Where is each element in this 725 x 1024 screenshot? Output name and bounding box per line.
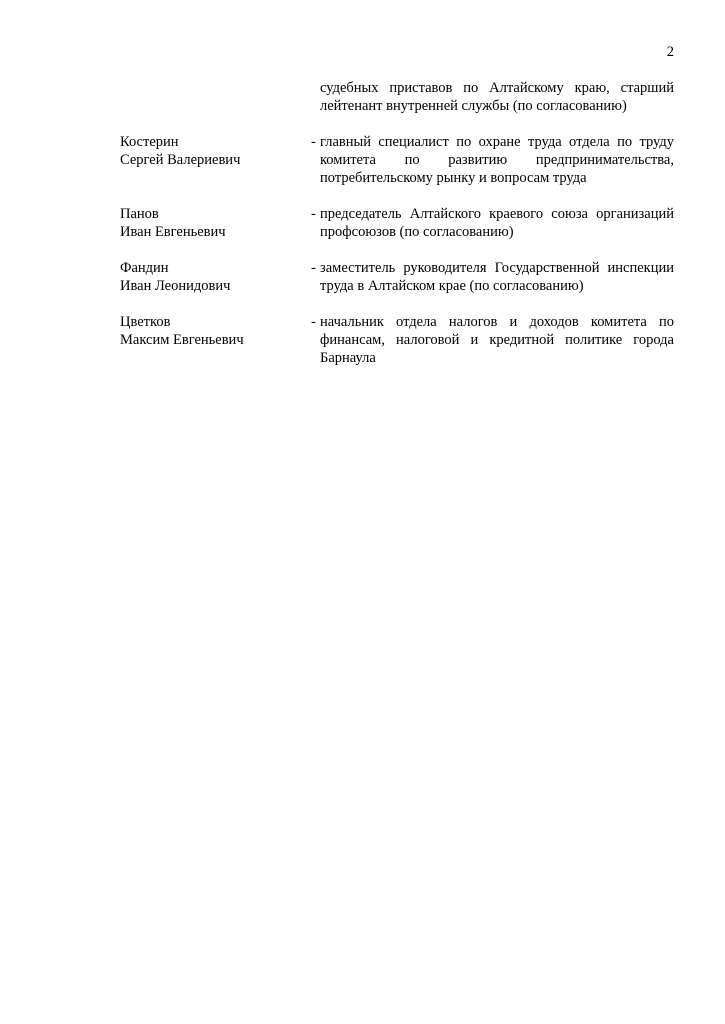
- entry-dash: -: [311, 206, 316, 222]
- entry-name: [120, 205, 311, 241]
- roster-entry: [120, 205, 674, 241]
- continuation-paragraph: [120, 79, 674, 115]
- entry-given-name: Сергей Валериевич: [120, 152, 241, 168]
- entry-given-name: Иван Леонидович: [120, 278, 231, 294]
- entry-name: [120, 259, 311, 295]
- entry-name: [120, 133, 311, 169]
- entry-dash: -: [311, 134, 316, 150]
- entry-surname: Фандин: [120, 260, 169, 276]
- entry-position: председатель Алтайского краевого союза организаций профсоюзов (по согласованию): [320, 206, 674, 240]
- entry-given-name: Максим Евгеньевич: [120, 332, 244, 348]
- roster-entry: [120, 313, 674, 367]
- continuation-paragraph-text: судебных приставов по Алтайскому краю, старший лейтенант внутренней службы (по согласованию): [320, 80, 674, 114]
- page-number: 2: [666, 44, 674, 60]
- entry-dash: -: [311, 260, 316, 276]
- entry-position: главный специалист по охране труда отдела по труду комитета по развитию предпринимательства, потребительскому рынку и вопросам труда: [320, 134, 674, 186]
- entry-surname: Панов: [120, 206, 159, 222]
- roster-entry: [120, 259, 674, 295]
- entry-surname: Цветков: [120, 314, 171, 330]
- entry-position: начальник отдела налогов и доходов комитета по финансам, налоговой и кредитной политике города Барнаула: [320, 314, 674, 366]
- roster-entry: [120, 133, 674, 187]
- entry-surname: Костерин: [120, 134, 179, 150]
- document-body: [120, 79, 674, 367]
- entry-dash: -: [311, 314, 316, 330]
- entry-given-name: Иван Евгеньевич: [120, 224, 226, 240]
- entry-position: заместитель руководителя Государственной инспекции труда в Алтайском крае (по согласованию): [320, 260, 674, 294]
- entry-name: [120, 313, 311, 349]
